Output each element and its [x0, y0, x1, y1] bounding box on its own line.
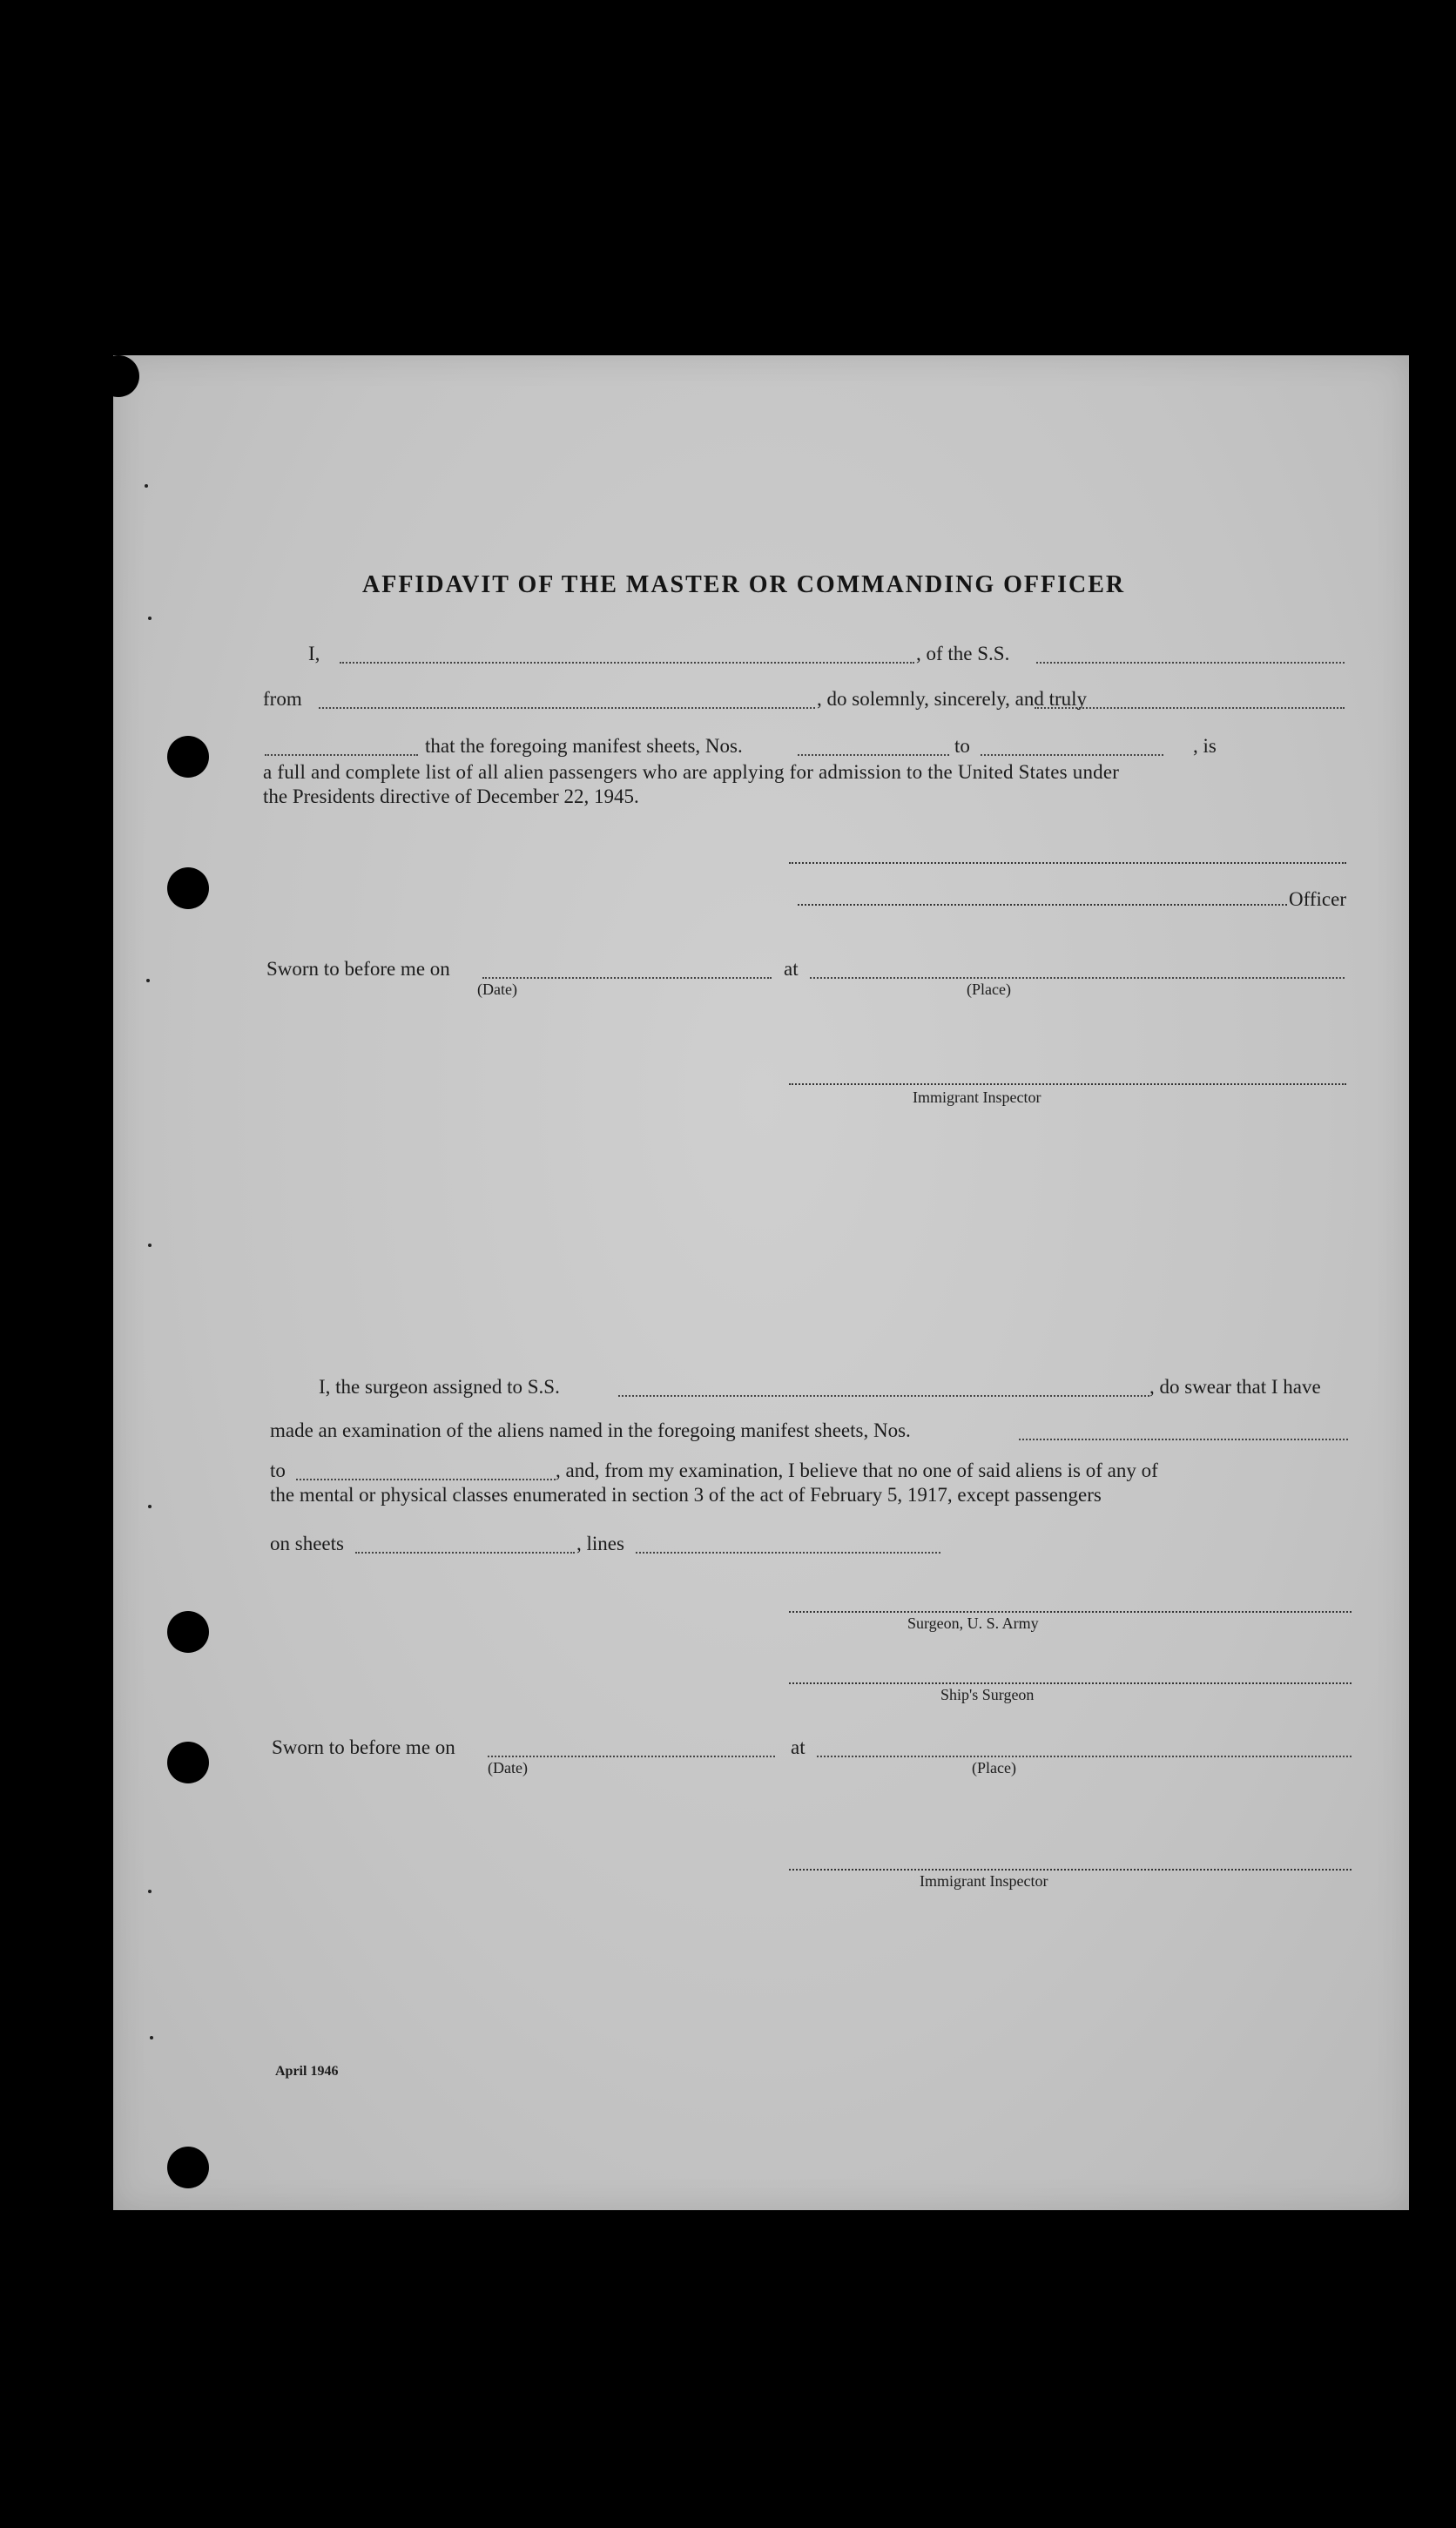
inspector-signature-line[interactable] [789, 1083, 1346, 1085]
margin-speck [148, 1244, 152, 1247]
is-label: , is [1193, 735, 1217, 757]
punch-hole [167, 2147, 209, 2188]
exception-lines-field[interactable] [636, 1552, 940, 1554]
sheet-from-field[interactable] [798, 754, 949, 756]
oath-verb-field[interactable] [265, 754, 418, 756]
margin-speck [148, 617, 152, 620]
surgeon-sworn-date-field[interactable] [488, 1756, 775, 1757]
margin-speck [148, 1890, 152, 1893]
surgeon-inspector-caption: Immigrant Inspector [920, 1872, 1048, 1890]
punch-hole [167, 1742, 209, 1783]
surgeon-to-label: to [270, 1459, 286, 1481]
margin-speck [150, 2036, 153, 2039]
surgeon-place-caption: (Place) [972, 1759, 1016, 1776]
affiant-prefix: I, [308, 643, 320, 664]
surgeon-sworn-place-field[interactable] [817, 1756, 1352, 1757]
affidavit-title: AFFIDAVIT OF THE MASTER OR COMMANDING OFFICER [362, 571, 1126, 598]
sworn-date-field[interactable] [482, 977, 772, 979]
lines-label: , lines [576, 1533, 624, 1554]
army-surgeon-caption: Surgeon, U. S. Army [907, 1615, 1039, 1632]
to-label: to [954, 735, 970, 757]
punch-hole [167, 1611, 209, 1653]
surgeon-line-4: the mental or physical classes enumerated in section 3 of the act of February 5, 1917, except passengers [270, 1484, 1102, 1506]
exception-sheets-field[interactable] [355, 1552, 575, 1554]
ship-name-field[interactable] [1036, 662, 1345, 664]
inspector-caption: Immigrant Inspector [913, 1089, 1041, 1106]
officer-signature-line[interactable] [798, 904, 1287, 906]
affidavit-body-line: the Presidents directive of December 22, 1945. [263, 785, 639, 807]
surgeon-line-2: made an examination of the aliens named in the foregoing manifest sheets, Nos. [270, 1419, 911, 1441]
oath-field[interactable] [1035, 707, 1345, 709]
ships-surgeon-caption: Ship's Surgeon [940, 1686, 1035, 1703]
army-surgeon-signature-line[interactable] [789, 1611, 1352, 1613]
officer-label: Officer [1289, 888, 1346, 910]
surgeon-swear-text: , do swear that I have [1149, 1376, 1321, 1398]
on-sheets-label: on sheets [270, 1533, 344, 1554]
master-name-field[interactable] [340, 662, 914, 664]
punch-hole [167, 736, 209, 778]
manifest-sheets-text: that the foregoing manifest sheets, Nos. [425, 735, 743, 757]
punch-hole [167, 867, 209, 909]
ship-label: , of the S.S. [916, 643, 1010, 664]
port-of-departure-field[interactable] [319, 707, 815, 709]
punch-hole [98, 355, 139, 397]
master-signature-line[interactable] [789, 862, 1346, 864]
at-label: at [784, 958, 799, 980]
margin-speck [146, 979, 150, 982]
affidavit-form-sheet [113, 355, 1409, 2210]
margin-speck [148, 1505, 152, 1508]
surgeon-line-3: , and, from my examination, I believe that no one of said aliens is of any of [556, 1459, 1158, 1481]
surgeon-date-caption: (Date) [488, 1759, 528, 1776]
surgeon-line-1: I, the surgeon assigned to S.S. [319, 1376, 560, 1398]
margin-speck [145, 484, 148, 488]
place-caption: (Place) [967, 981, 1011, 998]
surgeon-inspector-signature-line[interactable] [789, 1869, 1352, 1871]
from-label: from [263, 688, 302, 710]
sheet-to-field[interactable] [981, 754, 1163, 756]
ships-surgeon-signature-line[interactable] [789, 1682, 1352, 1684]
affidavit-body-line: a full and complete list of all alien passengers who are applying for admission to the United States under [263, 761, 1120, 783]
surgeon-sheets-field[interactable] [1019, 1439, 1348, 1440]
sworn-label: Sworn to before me on [266, 958, 450, 980]
date-caption: (Date) [477, 981, 517, 998]
surgeon-sworn-label: Sworn to before me on [272, 1736, 455, 1758]
form-revision-date: April 1946 [275, 2064, 339, 2079]
surgeon-at-label: at [791, 1736, 806, 1758]
surgeon-sheet-to-field[interactable] [296, 1479, 556, 1480]
swear-text: , do solemnly, sincerely, and truly [817, 688, 1088, 710]
sworn-place-field[interactable] [810, 977, 1345, 979]
surgeon-ship-field[interactable] [618, 1395, 1149, 1397]
